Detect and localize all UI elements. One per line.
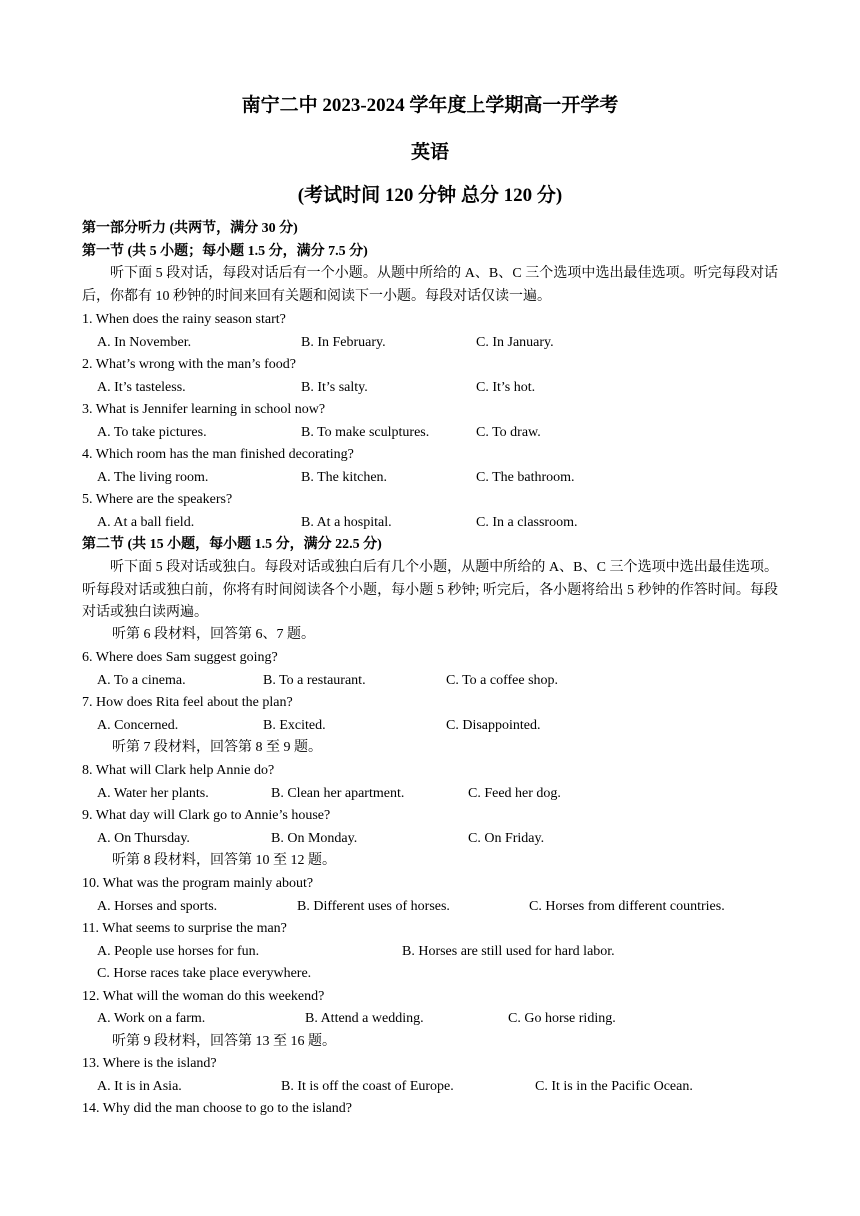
option-13c: C. It is in the Pacific Ocean. <box>535 1079 693 1094</box>
option-5a: A. At a ball field. <box>97 515 195 530</box>
material-note-9: 听第 9 段材料，回答第 13 至 16 题。 <box>112 1034 336 1049</box>
option-8a: A. Water her plants. <box>97 786 209 801</box>
part1-title: 第一部分听力 (共两节，满分 30 分) <box>82 221 298 236</box>
section1-title: 第一节 (共 5 小题；每小题 1.5 分，满分 7.5 分) <box>82 244 368 259</box>
option-1a: A. In November. <box>97 335 192 350</box>
option-12c: C. Go horse riding. <box>508 1011 616 1026</box>
option-9c: C. On Friday. <box>468 831 545 846</box>
option-13a: A. It is in Asia. <box>97 1079 182 1094</box>
question-12: 12. What will the woman do this weekend? <box>82 989 325 1004</box>
exam-info: (考试时间 120 分钟 总分 120 分) <box>297 185 563 206</box>
option-10c: C. Horses from different countries. <box>529 899 725 914</box>
option-13b: B. It is off the coast of Europe. <box>281 1079 454 1094</box>
material-note-8: 听第 8 段材料，回答第 10 至 12 题。 <box>112 853 336 868</box>
option-10a: A. Horses and sports. <box>97 899 218 914</box>
option-3a: A. To take pictures. <box>97 425 207 440</box>
option-11a: A. People use horses for fun. <box>97 944 260 959</box>
question-4: 4. Which room has the man finished decorating? <box>82 447 354 462</box>
option-2c: C. It’s hot. <box>476 380 536 395</box>
option-11b: B. Horses are still used for hard labor. <box>402 944 615 959</box>
subject-title: 英语 <box>410 142 449 163</box>
option-6c: C. To a coffee shop. <box>446 673 559 688</box>
option-5c: C. In a classroom. <box>476 515 578 530</box>
option-9a: A. On Thursday. <box>97 831 190 846</box>
question-11: 11. What seems to surprise the man? <box>82 921 287 936</box>
option-6b: B. To a restaurant. <box>263 673 366 688</box>
option-8b: B. Clean her apartment. <box>271 786 405 801</box>
option-3b: B. To make sculptures. <box>301 425 430 440</box>
option-1b: B. In February. <box>301 335 386 350</box>
option-10b: B. Different uses of horses. <box>297 899 450 914</box>
section2-title: 第二节 (共 15 小题，每小题 1.5 分，满分 22.5 分) <box>82 537 382 552</box>
option-12a: A. Work on a farm. <box>97 1011 206 1026</box>
question-5: 5. Where are the speakers? <box>82 492 233 507</box>
question-2: 2. What’s wrong with the man’s food? <box>82 357 296 372</box>
option-12b: B. Attend a wedding. <box>305 1011 424 1026</box>
option-1c: C. In January. <box>476 335 554 350</box>
option-5b: B. At a hospital. <box>301 515 392 530</box>
option-6a: A. To a cinema. <box>97 673 186 688</box>
material-note-6: 听第 6 段材料，回答第 6、7 题。 <box>112 627 315 642</box>
option-3c: C. To draw. <box>476 425 541 440</box>
question-1: 1. When does the rainy season start? <box>82 312 286 327</box>
section1-instructions: 听下面 5 段对话，每段对话后有一个小题。从题中所给的 A、B、C 三个选项中选出最佳选项。听完每段对话后，你都有 10 秒钟的时间来回有关题和阅读下一小题。每段对话仅读一遍。 <box>82 266 778 304</box>
option-4b: B. The kitchen. <box>301 470 388 485</box>
exam-title: 南宁二中 2023-2024 学年度上学期高一开学考 <box>241 95 619 116</box>
question-13: 13. Where is the island? <box>82 1056 217 1071</box>
option-8c: C. Feed her dog. <box>468 786 561 801</box>
option-9b: B. On Monday. <box>271 831 358 846</box>
option-11c: C. Horse races take place everywhere. <box>97 966 312 981</box>
question-8: 8. What will Clark help Annie do? <box>82 763 275 778</box>
option-2a: A. It’s tasteless. <box>97 380 186 395</box>
question-9: 9. What day will Clark go to Annie’s house? <box>82 808 331 823</box>
option-2b: B. It’s salty. <box>301 380 368 395</box>
option-4c: C. The bathroom. <box>476 470 575 485</box>
question-10: 10. What was the program mainly about? <box>82 876 314 891</box>
option-4a: A. The living room. <box>97 470 209 485</box>
question-6: 6. Where does Sam suggest going? <box>82 650 278 665</box>
question-14: 14. Why did the man choose to go to the island? <box>82 1101 352 1116</box>
section2-instructions: 听下面 5 段对话或独白。每段对话或独白后有几个小题，从题中所给的 A、B、C 三个选项中选出最佳选项。听每段对话或独白前，你将有时间阅读各个小题，每小题 5 秒钟; 听完后，各小题将给出 5 秒钟的作答时间。每段对话或独白读两遍。 <box>82 560 778 621</box>
question-7: 7. How does Rita feel about the plan? <box>82 695 293 710</box>
material-note-7: 听第 7 段材料，回答第 8 至 9 题。 <box>112 740 322 755</box>
question-3: 3. What is Jennifer learning in school now? <box>82 402 326 417</box>
option-7c: C. Disappointed. <box>446 718 541 733</box>
option-7b: B. Excited. <box>263 718 326 733</box>
option-7a: A. Concerned. <box>97 718 179 733</box>
